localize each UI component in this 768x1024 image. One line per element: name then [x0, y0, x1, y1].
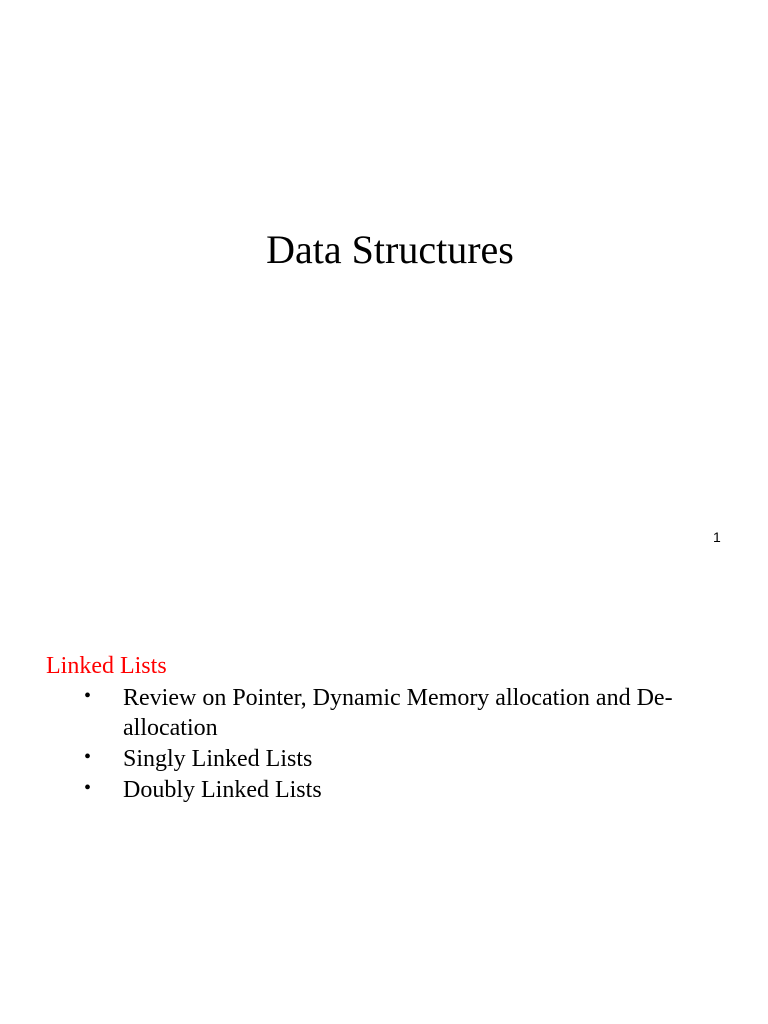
section-heading: Linked Lists: [46, 653, 167, 679]
list-item: [80, 775, 720, 805]
page-number: 1: [713, 529, 721, 545]
list-item: [80, 683, 720, 743]
list-item-text: Singly Linked Lists: [123, 746, 313, 772]
slide-title: Data Structures: [266, 227, 514, 272]
bullet-icon: •: [84, 777, 92, 799]
list-item: [80, 744, 720, 774]
list-item-text: Doubly Linked Lists: [123, 777, 322, 803]
list-item-text: Review on Pointer, Dynamic Memory allocation and De-allocation: [123, 685, 673, 741]
bullet-icon: •: [84, 685, 92, 707]
content-slide: [0, 560, 768, 1024]
bullet-list: [80, 683, 720, 806]
bullet-icon: •: [84, 746, 92, 768]
